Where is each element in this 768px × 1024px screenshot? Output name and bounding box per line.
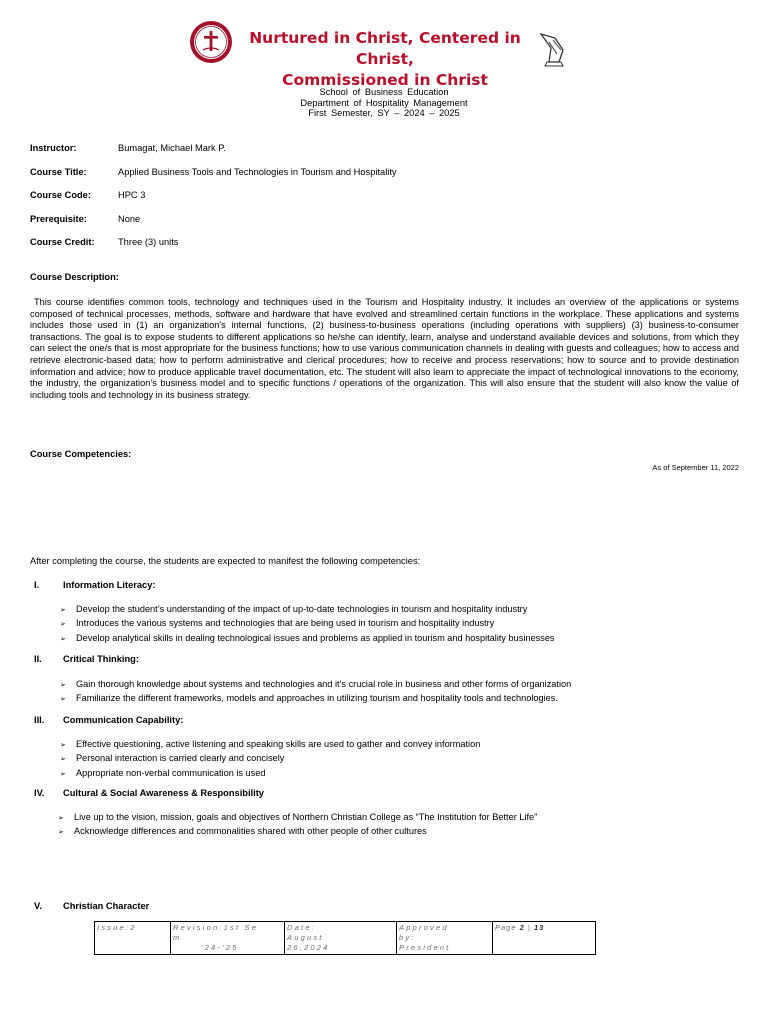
arrow-bullet-icon: ➢ — [60, 621, 66, 629]
arrow-bullet-icon: ➢ — [60, 756, 66, 764]
info-value: Applied Business Tools and Technologies in Tourism and Hospitality — [118, 167, 397, 177]
school-name: School of Business Education — [319, 87, 449, 97]
arrow-bullet-icon: ➢ — [60, 682, 66, 689]
course-competencies-title: Course Competencies: — [30, 449, 132, 459]
section-title-communication-capability: Communication Capability: — [63, 715, 184, 725]
arrow-bullet-icon: ➢ — [60, 635, 66, 643]
arrow-bullet-icon: ➢ — [60, 742, 66, 749]
competencies-intro: After completing the course, the students are expected to manifest the following competencies: — [30, 556, 421, 566]
list-item: ➢ Effective questioning, active listening and speaking skills are used to gather and convey information — [60, 738, 480, 752]
list-item: ➢ Familiarize the different frameworks, models and approaches in utilizing tourism and hospitality tools and technologies. — [60, 692, 571, 706]
section-numeral: III. — [34, 715, 45, 725]
semester-line: First Semester, SY – 2024 – 2025 — [308, 108, 460, 119]
arrow-bullet-icon: ➢ — [58, 815, 64, 822]
list-item: ➢ Acknowledge differences and commonalities shared with other people of other cultures — [58, 825, 537, 839]
motto-line-2: Commissioned in Christ — [282, 71, 488, 89]
section-numeral: IV. — [34, 788, 45, 798]
arrow-bullet-icon: ➢ — [60, 607, 66, 614]
arrow-bullet-icon: ➢ — [58, 829, 64, 837]
college-motto — [237, 28, 533, 91]
list-item: ➢ Live up to the vision, mission, goals and objectives of Northern Christian College as “The Institution for Better Life” — [58, 811, 537, 825]
college-seal-logo — [189, 20, 233, 64]
section-title-cultural-social-awareness: Cultural & Social Awareness & Responsibility — [63, 788, 264, 798]
info-label: Course Title: — [30, 167, 87, 177]
section-numeral: V. — [34, 901, 42, 911]
motto-line-1: Nurtured in Christ, Centered in Christ, — [249, 29, 521, 68]
info-value: None — [118, 214, 141, 224]
course-description-text: This course identifies common tools, technology and techniques used in the Tourism and Hospitality industry. It includes an overview of the applications or systems composed of technical processes, methods, software and hardware that have evolved and streamlined certain functions in the workplace. These applications and systems includes those used in (1) an organization’s internal functions, (2) business-to-business operations (including operations with suppliers) (3) business-to-consumer transactions. The goal is to expose students to different applications so he/she can identify, learn, analyse and understand available devices and solutions, from which they can select the one/s that is most appropriate for the business functions; how to use various communication channels in dealing with guests and colleagues; how to access and retrieve electronic-based data; how to perform administrative and clerical procedures; how to receive and process reservations; how to source and to provide destination information and advice; how to produce applicable travel documentation, etc. The student will also learn to appreciate the impact of technological innovations to the economy, the industry, the organization’s business model and to specific functions / operations of the organization. This will also ensure that the student will also know the value of including tools and technology in its business strategy. — [30, 297, 739, 400]
document-control-footer — [94, 921, 596, 955]
section-numeral: I. — [34, 580, 40, 590]
info-value: Bumagat, Michael Mark P. — [118, 143, 226, 153]
school-heading — [0, 87, 768, 119]
list-item: ➢ Appropriate non-verbal communication is used — [60, 767, 480, 781]
arrow-bullet-icon: ➢ — [60, 696, 66, 704]
footer-date: Date: August 26,2024 — [285, 922, 397, 954]
department-name: Department of Hospitality Management — [300, 97, 468, 108]
info-label: Instructor: — [30, 143, 77, 153]
footer-revision: Revision:1st Se m '24-'25 — [171, 922, 285, 954]
footer-page-number: Page 2 | 13 — [495, 923, 545, 932]
section-title-information-literacy: Information Literacy: — [63, 580, 156, 590]
as-of-date: As of September 11, 2022 — [652, 463, 739, 472]
bullet-list — [58, 811, 537, 840]
praying-hands-icon — [535, 28, 571, 68]
info-label: Prerequisite: — [30, 214, 87, 224]
bullet-list — [60, 678, 571, 707]
section-numeral: II. — [34, 654, 42, 664]
footer-issue: Issue:2 — [95, 922, 171, 954]
list-item: ➢ Develop the student’s understanding of the impact of up-to-date technologies in tourism and hospitality industry — [60, 603, 555, 617]
footer-approved-by: Approved by: President — [397, 922, 493, 954]
list-item: ➢ Develop analytical skills in dealing technological issues and problems as applied in tourism and hospitality businesses — [60, 632, 555, 646]
arrow-bullet-icon: ➢ — [60, 770, 66, 778]
info-value: Three (3) units — [118, 237, 179, 247]
info-label: Course Code: — [30, 190, 91, 200]
bullet-list — [60, 603, 555, 646]
section-title-christian-character: Christian Character — [63, 901, 150, 911]
course-description-title: Course Description: — [30, 272, 119, 282]
info-label: Course Credit: — [30, 237, 95, 247]
bullet-list — [60, 738, 480, 781]
list-item: ➢ Introduces the various systems and technologies that are being used in tourism and hospitality industry — [60, 617, 555, 631]
list-item: ➢ Gain thorough knowledge about systems and technologies and it’s crucial role in business and other forms of organization — [60, 678, 571, 692]
section-title-critical-thinking: Critical Thinking: — [63, 654, 139, 664]
list-item: ➢ Personal interaction is carried clearly and concisely — [60, 752, 480, 766]
info-value: HPC 3 — [118, 190, 146, 200]
